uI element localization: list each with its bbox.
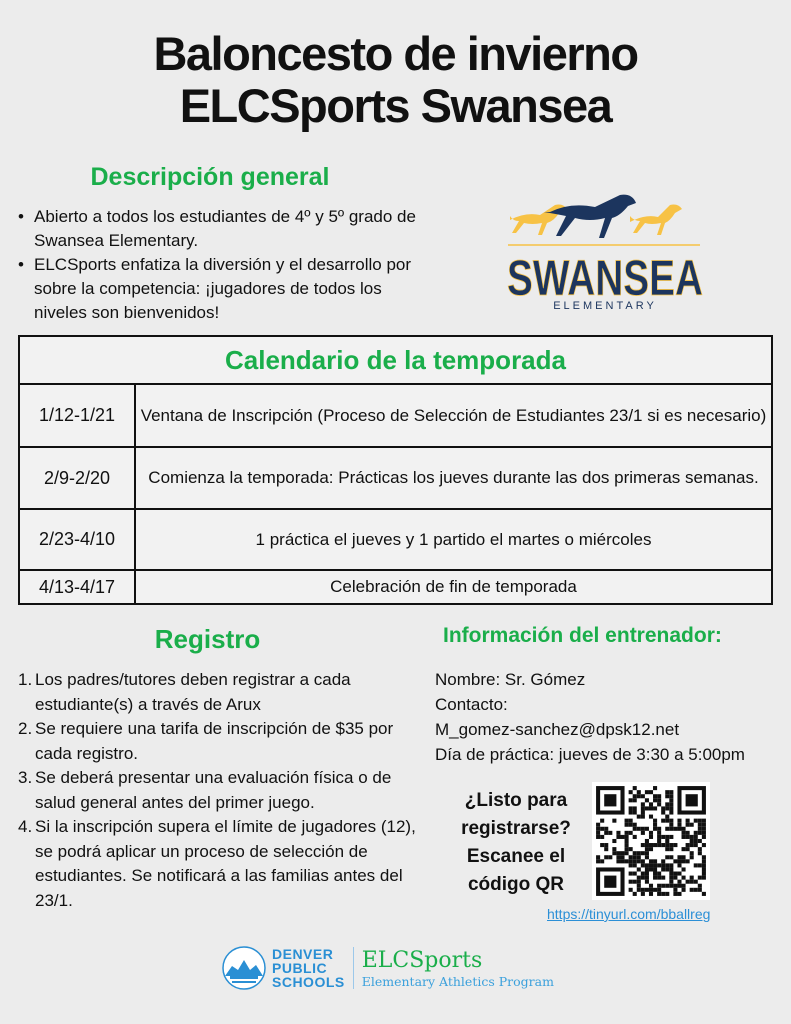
horse-icon xyxy=(544,195,636,238)
dps-wordmark: DENVER PUBLIC SCHOOLS xyxy=(272,947,354,989)
registration-heading: Registro xyxy=(154,624,261,654)
footer-logos xyxy=(222,943,554,993)
list-item: 2. Se requiere una tarifa de inscripción de $35 por cada registro. xyxy=(18,719,394,763)
overview-heading: Descripción general xyxy=(90,163,330,191)
list-item: 4. Si la inscripción supera el límite de jugadores (12), se podrá aplicar un proceso de selección de estudiantes. Se notificará a las familias antes del 23/1. xyxy=(18,817,416,910)
swansea-logo xyxy=(500,190,710,315)
event-cell: Celebración de fin de temporada xyxy=(330,577,577,596)
date-cell: 1/12-1/21 xyxy=(20,385,136,446)
table-row xyxy=(20,448,771,510)
svg-text:SWANSEA: SWANSEA xyxy=(507,250,703,306)
table-row xyxy=(20,571,771,603)
event-cell: Ventana de Inscripción (Proceso de Selección de Estudiantes 23/1 si es necesario) xyxy=(140,405,767,425)
table-row xyxy=(20,510,771,571)
table-row xyxy=(20,385,771,448)
elcsports-wordmark: ELCSports Elementary Athletics Program xyxy=(361,947,554,989)
event-cell: Comienza la temporada: Prácticas los jueves durante las dos primeras semanas. xyxy=(148,468,759,487)
qr-code[interactable] xyxy=(592,782,710,900)
horse-icon xyxy=(630,205,682,236)
registration-link[interactable]: https://tinyurl.com/bballreg xyxy=(547,906,711,922)
coach-info xyxy=(435,667,745,767)
season-schedule-table xyxy=(18,335,773,605)
contact-label: Contacto: xyxy=(435,695,508,714)
list-item: • ELCSports enfatiza la diversión y el desarrollo por sobre la competencia: ¡jugadores de todos los niveles son bienvenidos! xyxy=(18,253,438,325)
list-item: 1. Los padres/tutores deben registrar a cada estudiante(s) a través de Arux xyxy=(18,670,351,714)
date-cell: 2/9-2/20 xyxy=(20,448,136,508)
schedule-heading: Calendario de la temporada xyxy=(20,337,771,385)
list-item: • Abierto a todos los estudiantes de 4º y 5º grado de Swansea Elementary. xyxy=(18,205,438,253)
dps-logo-icon xyxy=(222,946,266,990)
qr-prompt: ¿Listo para registrarse? Escanee el código QR xyxy=(461,790,571,895)
date-cell: 2/23-4/10 xyxy=(20,510,136,569)
coach-email: M_gomez-sanchez@dpsk12.net xyxy=(435,720,680,739)
coach-name: Nombre: Sr. Gómez xyxy=(435,670,586,689)
date-cell: 4/13-4/17 xyxy=(20,571,136,603)
page-title: Baloncesto de invierno ELCSports Swansea xyxy=(153,27,638,132)
list-item: 3. Se deberá presentar una evaluación física o de salud general antes del primer juego. xyxy=(18,768,392,812)
registration-list xyxy=(18,668,418,913)
svg-text:ELEMENTARY: ELEMENTARY xyxy=(553,300,657,312)
event-cell: 1 práctica el jueves y 1 partido el martes o miércoles xyxy=(255,529,652,549)
coach-heading: Información del entrenador: xyxy=(443,624,722,647)
practice-day: Día de práctica: jueves de 3:30 a 5:00pm xyxy=(435,745,745,764)
overview-list xyxy=(18,205,438,325)
